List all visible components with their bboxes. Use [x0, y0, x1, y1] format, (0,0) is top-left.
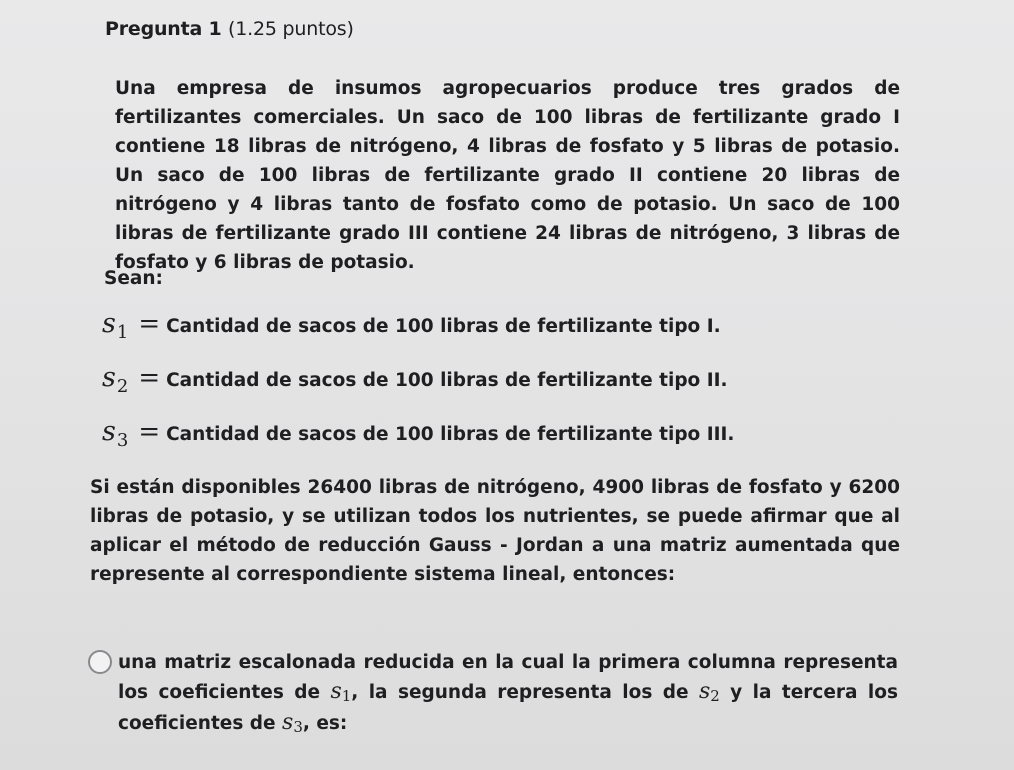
- equals-sign: =: [138, 309, 161, 339]
- variable-s2: s $_2$: [102, 362, 129, 397]
- variable-s3-inline: $s_3$: [282, 710, 303, 736]
- variables-heading: Sean:: [104, 268, 163, 289]
- question-points: (1.25 puntos): [228, 18, 354, 40]
- question-statement: Si están disponibles 26400 libras de nitrógeno, 4900 libras de fosfato y 6200 libras de potasio, y se utilizan todos los nutrientes, se puede afirmar que al aplicar el método de reducción Gauss - Jordan a una matriz aumentada que represente al correspondiente sistema lineal, entonces:: [90, 477, 900, 585]
- equals-sign: =: [138, 363, 161, 393]
- variable-s1-inline: $s_1$: [330, 679, 352, 705]
- answer-option-text: una matriz escalonada reducida en la cual la primera columna representa los coeficientes de $s_1$, la segunda representa los de $s_2$ y la tercera los coeficientes de $s_3$, es:: [118, 652, 898, 736]
- definition-s3: [102, 416, 735, 451]
- question-number: Pregunta 1: [105, 18, 222, 40]
- equals-sign: =: [138, 417, 161, 447]
- problem-statement: Una empresa de insumos agropecuarios produce tres grados de fertilizantes comerciales. Un saco de 100 libras de fertilizante grado I contiene 18 libras de nitrógeno, 4 libras de fosfato y 5 libras de potasio. Un saco de 100 libras de fertilizante grado II contiene 20 libras de nitrógeno y 4 libras tanto de fosfato como de potasio. Un saco de 100 libras de fertilizante grado III contiene 24 libras de nitrógeno, 3 libras de fosfato y 6 libras de potasio.: [115, 78, 900, 273]
- variable-s3: s $_3$: [102, 416, 129, 451]
- variable-s2-inline: $s_2$: [698, 679, 720, 705]
- definition-s1: [102, 308, 721, 343]
- definition-text: Cantidad de sacos de 100 libras de fertilizante tipo II.: [166, 370, 728, 391]
- definition-text: Cantidad de sacos de 100 libras de fertilizante tipo III.: [166, 424, 735, 445]
- definition-text: Cantidad de sacos de 100 libras de fertilizante tipo I.: [166, 316, 721, 337]
- definition-s2: [102, 362, 728, 397]
- question-title: [105, 18, 354, 40]
- variable-s1: s $_1$: [102, 308, 129, 343]
- radio-button[interactable]: [88, 650, 112, 674]
